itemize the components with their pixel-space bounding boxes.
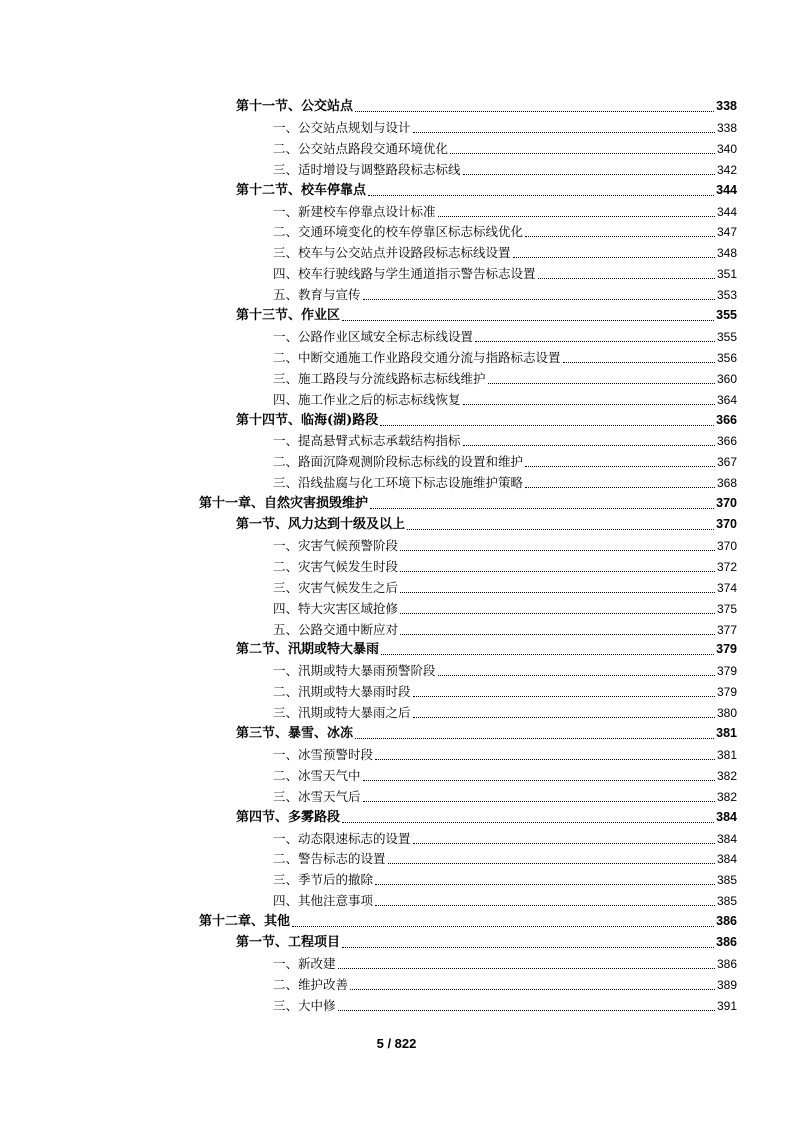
toc-subsection-entry[interactable] [273,953,737,974]
toc-dot-leader [400,613,715,614]
toc-dot-leader [488,383,715,384]
toc-entry-title: 三、冰雪天气后 [273,788,361,804]
toc-subsection-entry[interactable] [273,995,737,1016]
toc-entry-page-number: 375 [716,601,737,616]
toc-dot-leader [400,634,715,635]
toc-entry-page-number: 379 [716,642,737,657]
toc-subsection-entry[interactable] [273,848,737,869]
toc-section-entry[interactable] [236,514,737,535]
toc-entry-title: 三、施工路段与分流线路标志标线维护 [273,370,486,386]
toc-section-entry[interactable] [236,180,737,201]
toc-entry-title: 三、校车与公交站点并设路段标志标线设置 [273,245,511,261]
toc-subsection-entry[interactable] [273,389,737,410]
toc-section-entry[interactable] [236,96,737,117]
toc-entry-page-number: 370 [716,517,737,531]
toc-dot-leader [538,278,715,279]
toc-entry-page-number: 386 [716,956,737,971]
toc-entry-title: 第十一章、自然灾害损毁维护 [199,496,369,512]
toc-entry-page-number: 384 [716,809,737,824]
toc-subsection-entry[interactable] [273,284,737,305]
toc-dot-leader [381,654,714,655]
toc-dot-leader [525,236,715,237]
toc-subsection-entry[interactable] [273,577,737,598]
toc-dot-leader [342,320,714,321]
toc-section-entry[interactable] [236,932,737,953]
toc-entry-title: 一、公交站点规划与设计 [273,119,411,135]
toc-entry-page-number: 344 [716,182,737,197]
toc-dot-leader [525,466,715,467]
toc-dot-leader [368,195,714,196]
toc-dot-leader [463,404,715,405]
toc-dot-leader [342,822,714,823]
toc-entry-page-number: 347 [716,225,737,240]
toc-entry-title: 二、交通环境变化的校车停靠区标志标线优化 [273,224,524,240]
toc-subsection-entry[interactable] [273,242,737,263]
toc-dot-leader [338,968,715,969]
toc-entry-page-number: 381 [716,726,737,740]
toc-dot-leader [450,153,715,154]
toc-entry-title: 四、特大灾害区域抢修 [273,600,399,616]
toc-entry-title: 第十一节、公交站点 [236,99,354,114]
toc-dot-leader [342,947,714,948]
toc-entry-page-number: 386 [716,935,737,949]
toc-dot-leader [338,1010,715,1011]
page-number-footer: 5 / 822 [376,1036,417,1051]
toc-dot-leader [380,425,714,426]
toc-subsection-entry[interactable] [273,430,737,451]
toc-entry-page-number: 381 [716,747,737,762]
toc-subsection-entry[interactable] [273,368,737,389]
toc-entry-title: 第十三节、作业区 [236,308,341,323]
toc-entry-title: 一、汛期或特大暴雨预警阶段 [273,663,436,679]
toc-entry-title: 二、路面沉降观测阶段标志标线的设置和维护 [273,454,524,470]
toc-subsection-entry[interactable] [273,660,737,681]
toc-entry-page-number: 377 [716,622,737,637]
toc-entry-title: 一、新建校车停靠点设计标准 [273,203,436,219]
toc-entry-title: 四、校车行驶线路与学生通道指示警告标志设置 [273,266,536,282]
toc-subsection-entry[interactable] [273,221,737,242]
toc-dot-leader [350,989,715,990]
toc-entry-page-number: 379 [716,664,737,679]
toc-dot-leader [400,571,715,572]
toc-dot-leader [400,550,715,551]
toc-subsection-entry[interactable] [273,556,737,577]
toc-entry-page-number: 391 [716,998,737,1013]
toc-entry-page-number: 356 [716,350,737,365]
toc-dot-leader [400,592,715,593]
toc-subsection-entry[interactable] [273,117,737,138]
toc-subsection-entry[interactable] [273,681,737,702]
toc-dot-leader [413,717,715,718]
toc-entry-title: 三、灾害气候发生之后 [273,579,399,595]
toc-entry-page-number: 348 [716,246,737,261]
toc-subsection-entry[interactable] [273,535,737,556]
toc-entry-title: 五、公路交通中断应对 [273,621,399,637]
toc-entry-page-number: 385 [716,894,737,909]
toc-entry-page-number: 380 [716,706,737,721]
toc-dot-leader [388,863,715,864]
toc-entry-title: 二、中断交通施工作业路段交通分流与指路标志设置 [273,349,561,365]
toc-dot-leader [292,926,714,927]
toc-entry-page-number: 370 [716,496,737,511]
toc-dot-leader [363,780,715,781]
toc-entry-page-number: 353 [716,288,737,303]
toc-subsection-entry[interactable] [273,347,737,368]
toc-entry-page-number: 386 [716,914,737,929]
toc-subsection-entry[interactable] [273,974,737,995]
toc-entry-title: 二、冰雪天气中 [273,767,361,783]
toc-entry-title: 三、沿线盐腐与化工环境下标志设施维护策略 [273,475,524,491]
toc-entry-page-number: 368 [716,476,737,491]
toc-dot-leader [475,341,715,342]
toc-entry-title: 第十四节、临海(湖)路段 [236,412,379,428]
toc-entry-page-number: 342 [716,162,737,177]
toc-entry-page-number: 389 [716,977,737,992]
toc-entry-title: 三、季节后的撤除 [273,872,374,888]
toc-entry-title: 第一节、风力达到十级及以上 [236,517,406,532]
toc-subsection-entry[interactable] [273,138,737,159]
toc-entry-title: 三、适时增设与调整路段标志标线 [273,161,461,177]
toc-subsection-entry[interactable] [273,159,737,180]
toc-entry-title: 第三节、暴雪、冰冻 [236,726,354,741]
toc-entry-title: 第十二章、其他 [199,914,291,930]
toc-dot-leader [463,174,715,175]
toc-entry-page-number: 382 [716,768,737,783]
toc-subsection-entry[interactable] [273,472,737,493]
toc-subsection-entry[interactable] [273,263,737,284]
toc-subsection-entry[interactable] [273,890,737,911]
toc-entry-title: 四、其他注意事项 [273,893,374,909]
toc-subsection-entry[interactable] [273,702,737,723]
toc-entry-title: 二、灾害气候发生时段 [273,558,399,574]
toc-dot-leader [513,257,715,258]
toc-entry-title: 第一节、工程项目 [236,935,341,950]
toc-section-entry[interactable] [236,723,737,744]
toc-dot-leader [363,299,715,300]
toc-dot-leader [375,759,715,760]
toc-entry-page-number: 338 [716,99,737,113]
toc-entry-page-number: 344 [716,204,737,219]
toc-dot-leader [525,487,715,488]
toc-entry-page-number: 382 [716,789,737,804]
toc-dot-leader [375,884,715,885]
toc-entry-title: 三、汛期或特大暴雨之后 [273,705,411,721]
toc-section-entry[interactable] [236,807,737,828]
toc-subsection-entry[interactable] [273,619,737,640]
toc-entry-page-number: 360 [716,371,737,386]
toc-entry-title: 一、冰雪预警时段 [273,746,374,762]
toc-entry-title: 第四节、多雾路段 [236,809,341,825]
toc-entry-title: 第十二节、校车停靠点 [236,182,367,198]
toc-entry-title: 五、教育与宣传 [273,287,361,303]
toc-dot-leader [370,508,714,509]
toc-entry-page-number: 370 [716,538,737,553]
toc-dot-leader [375,905,715,906]
toc-subsection-entry[interactable] [273,744,737,765]
toc-dot-leader [563,362,715,363]
toc-entry-title: 一、灾害气候预警阶段 [273,537,399,553]
toc-entry-title: 二、汛期或特大暴雨时段 [273,684,411,700]
toc-entry-title: 第二节、汛期或特大暴雨 [236,642,380,658]
toc-dot-leader [413,696,715,697]
toc-subsection-entry[interactable] [273,326,737,347]
toc-entry-page-number: 374 [716,580,737,595]
toc-dot-leader [355,738,714,739]
toc-entry-page-number: 385 [716,873,737,888]
toc-entry-title: 一、公路作业区域安全标志标线设置 [273,328,474,344]
toc-entry-title: 一、提高悬臂式标志承载结构指标 [273,433,461,449]
toc-subsection-entry[interactable] [273,869,737,890]
toc-subsection-entry[interactable] [273,828,737,849]
toc-dot-leader [413,843,715,844]
toc-dot-leader [355,111,714,112]
toc-entry-page-number: 364 [716,392,737,407]
toc-dot-leader [363,801,715,802]
toc-section-entry[interactable] [236,410,737,431]
toc-entry-title: 一、动态限速标志的设置 [273,830,411,846]
toc-entry-page-number: 340 [716,141,737,156]
toc-chapter-entry[interactable] [199,911,737,932]
toc-subsection-entry[interactable] [273,451,737,472]
toc-entry-page-number: 384 [716,852,737,867]
toc-entry-page-number: 379 [716,685,737,700]
toc-section-entry[interactable] [236,305,737,326]
toc-entry-title: 四、施工作业之后的标志标线恢复 [273,391,461,407]
toc-dot-leader [413,132,715,133]
toc-entry-page-number: 351 [716,267,737,282]
toc-entry-page-number: 366 [716,412,737,427]
toc-dot-leader [407,529,714,530]
toc-entry-page-number: 372 [716,559,737,574]
toc-entry-title: 二、公交站点路段交通环境优化 [273,140,449,156]
toc-entry-title: 三、大中修 [273,997,336,1013]
toc-entry-title: 二、维护改善 [273,976,349,992]
toc-entry-page-number: 338 [716,120,737,135]
toc-dot-leader [438,216,715,217]
toc-entry-page-number: 384 [716,831,737,846]
toc-subsection-entry[interactable] [273,786,737,807]
toc-chapter-entry[interactable] [199,493,737,514]
toc-entry-title: 二、警告标志的设置 [273,851,386,867]
toc-entry-page-number: 355 [716,329,737,344]
toc-subsection-entry[interactable] [273,765,737,786]
toc-entry-page-number: 367 [716,455,737,470]
toc-dot-leader [463,445,715,446]
toc-entry-page-number: 366 [716,434,737,449]
toc-entry-title: 一、新改建 [273,955,336,971]
toc-subsection-entry[interactable] [273,598,737,619]
toc-subsection-entry[interactable] [273,201,737,222]
toc-entry-page-number: 355 [716,308,737,322]
toc-dot-leader [438,675,715,676]
toc-section-entry[interactable] [236,639,737,660]
